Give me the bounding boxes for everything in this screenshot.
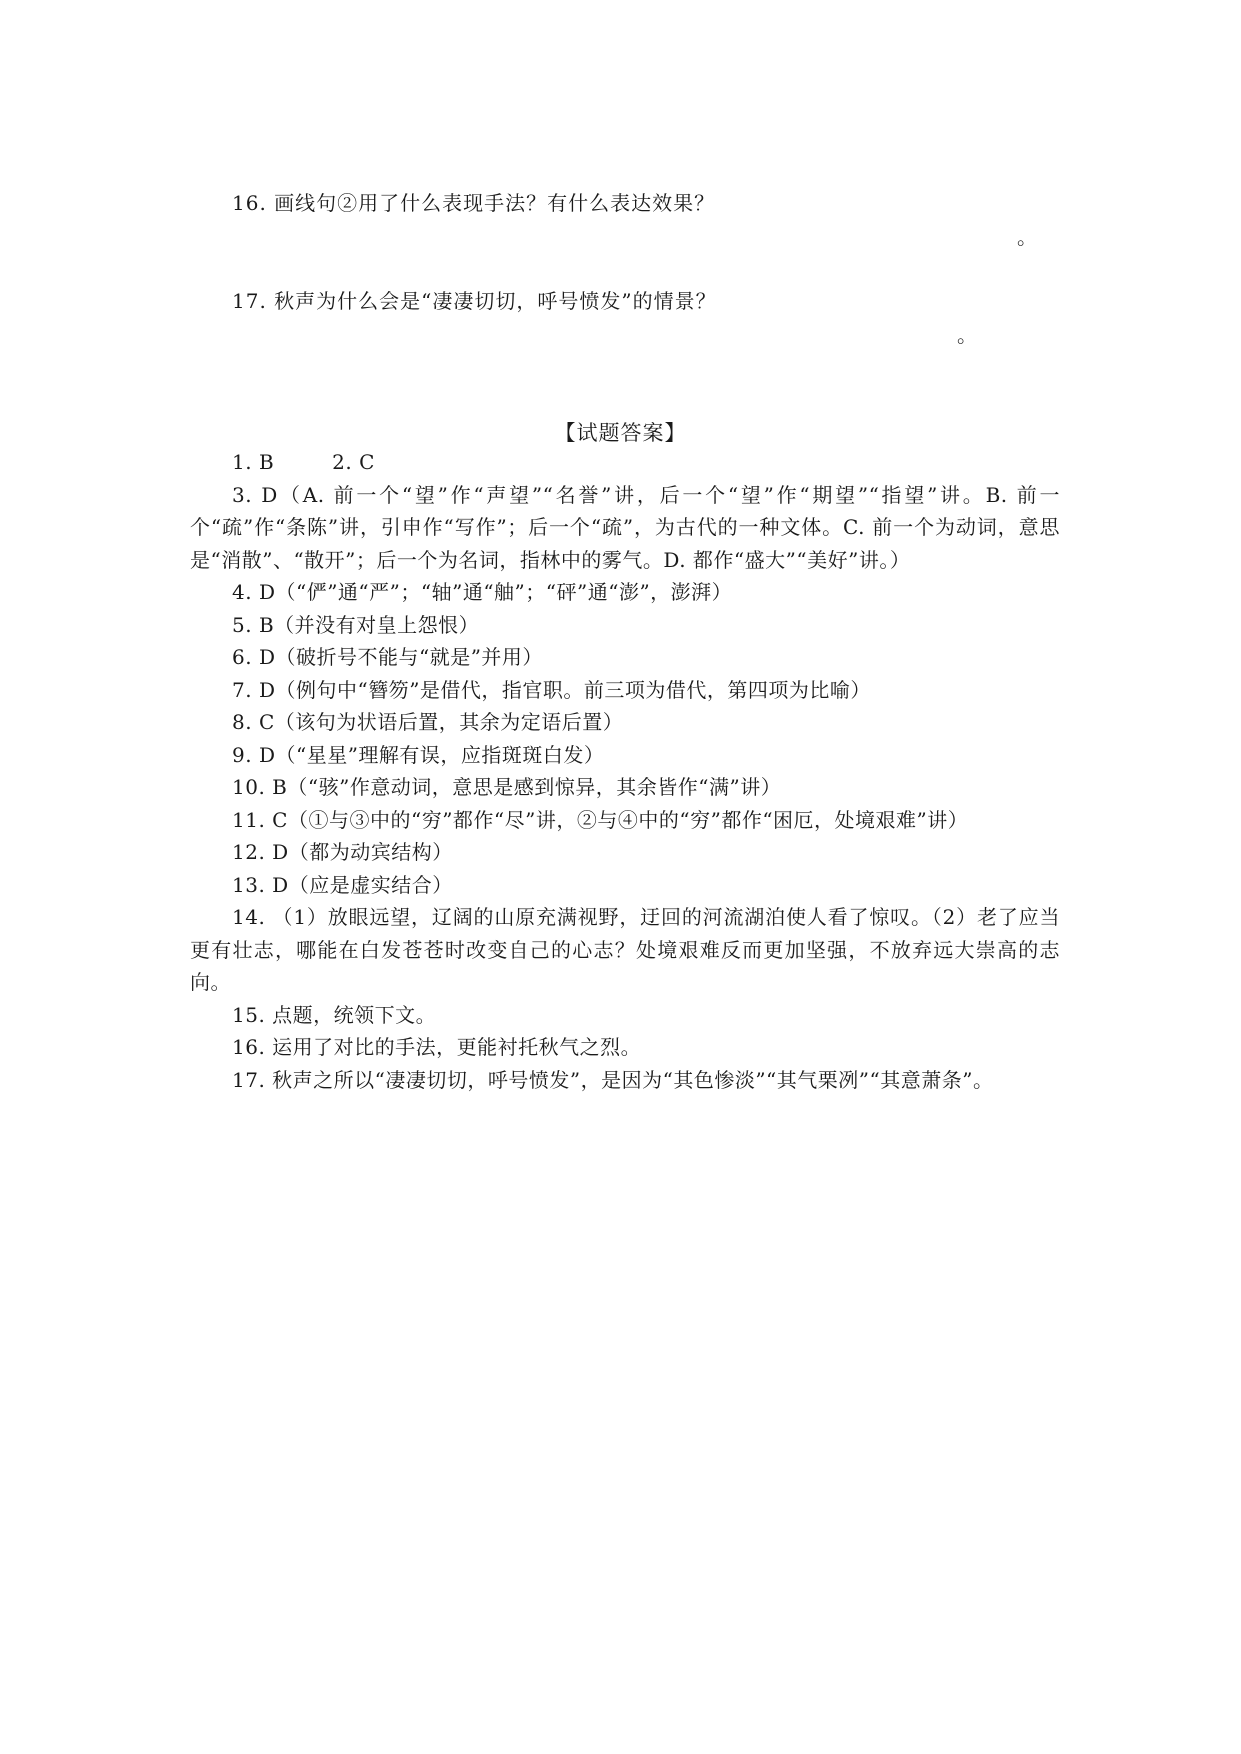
question-16: 16. 画线句②用了什么表现手法？有什么表达效果？	[232, 191, 716, 215]
question-17-answer-end: 。	[957, 323, 977, 347]
answers-list	[190, 446, 1060, 1096]
answer-13: 13. D（应是虚实结合）	[232, 872, 453, 897]
answer-9: 9. D（“星星”理解有误，应指斑斑白发）	[232, 742, 605, 767]
answer-12: 12. D（都为动宾结构）	[232, 840, 453, 864]
answer-8: 8. C（该句为状语后置，其余为定语后置）	[232, 710, 624, 734]
answer-16: 16. 运用了对比的手法，更能衬托秋气之烈。	[232, 1035, 642, 1059]
question-17: 17. 秋声为什么会是“凄凄切切，呼号愤发”的情景？	[232, 289, 717, 313]
answer-4: 4. D（“俨”通“严”；“轴”通“舳”；“砰”通“澎”，澎湃）	[232, 580, 733, 604]
answer-14: 14. （1）放眼远望，辽阔的山原充满视野，迂回的河流湖泊使人看了惊叹。（2）老了应当更有壮志，哪能在白发苍苍时改变自己的心志？处境艰难反而更加坚强，不放弃远大崇高的志向。	[190, 905, 1060, 994]
question-16-answer-end: 。	[1017, 225, 1037, 249]
answer-10: 10. B（“骇”作意动词，意思是感到惊异，其余皆作“满”讲）	[232, 775, 782, 799]
answer-11: 11. C（①与③中的“穷”都作“尽”讲，②与④中的“穷”都作“困厄，处境艰难”讲）	[232, 807, 969, 832]
answer-3: 3. D（A. 前一个“望”作“声望”“名誉”讲，后一个“望”作“期望”“指望”讲。B. 前一个“疏”作“条陈”讲，引申作“写作”；后一个“疏”，为古代的一种文体。C. 前一个为动词，意思是“消散”、“散开”；后一个为名词，指林中的雾气。D. 都作“盛大”“美好”讲。）	[190, 482, 1060, 572]
answer-7: 7. D（例句中“簪笏”是借代，指官职。前三项为借代，第四项为比喻）	[232, 677, 871, 702]
answer-15: 15. 点题，统领下文。	[232, 1002, 437, 1027]
answer-6: 6. D（破折号不能与“就是”并用）	[232, 645, 543, 669]
answer-2: 2. C	[332, 450, 375, 474]
answer-17: 17. 秋声之所以“凄凄切切，呼号愤发”，是因为“其色惨淡”“其气栗冽”“其意萧条”。	[232, 1067, 994, 1092]
answer-1: 1. B	[232, 450, 275, 474]
answer-line-1-2	[190, 446, 1060, 479]
answer-5: 5. B（并没有对皇上怨恨）	[232, 612, 480, 637]
answers-title: 【试题答案】	[554, 421, 687, 445]
